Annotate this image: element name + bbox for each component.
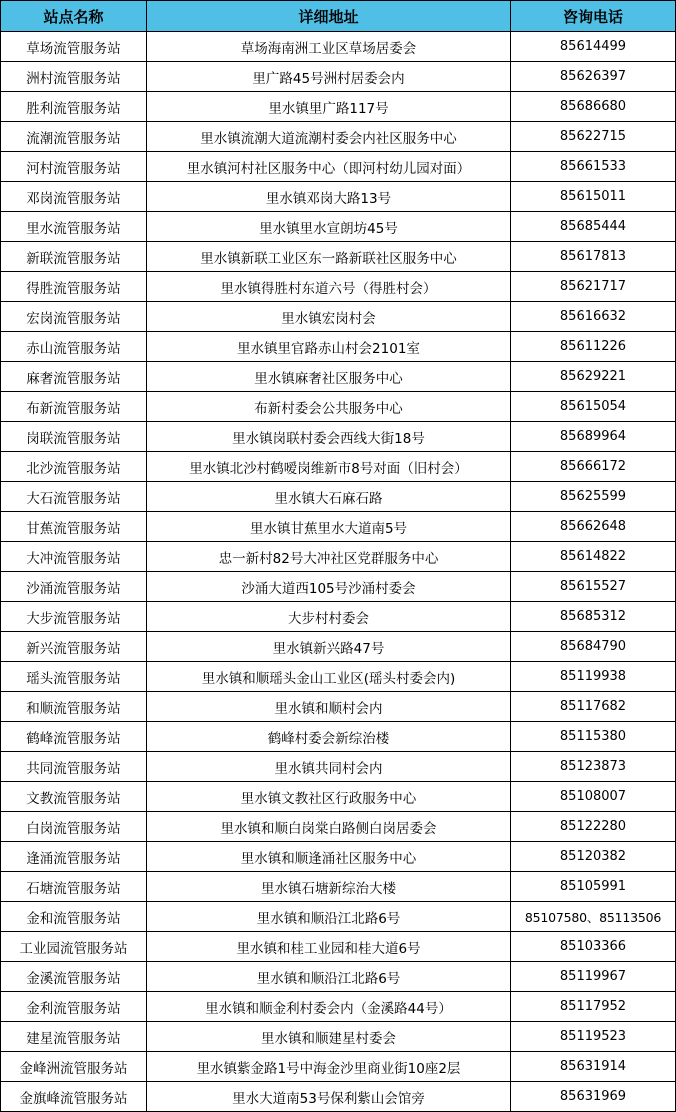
phone-cell: 85625599 — [511, 482, 676, 512]
table-row — [1, 872, 676, 902]
table-row — [1, 392, 676, 422]
address-cell: 里水镇新联工业区东一路新联社区服务中心 — [147, 242, 511, 272]
address-cell: 里水镇和顺白岗棠白路侧白岗居委会 — [147, 812, 511, 842]
address-cell: 里水镇里官路赤山村会2101室 — [147, 332, 511, 362]
station-name-cell: 麻奢流管服务站 — [1, 362, 147, 392]
table-row — [1, 542, 676, 572]
address-cell: 里广路45号洲村居委会内 — [147, 62, 511, 92]
address-cell: 里水大道南53号保利紫山会馆旁 — [147, 1082, 511, 1112]
station-name-cell: 逢涌流管服务站 — [1, 842, 147, 872]
table-row — [1, 32, 676, 62]
table-row — [1, 362, 676, 392]
table-row — [1, 482, 676, 512]
phone-cell: 85107580、85113506 — [511, 902, 676, 932]
table-row — [1, 992, 676, 1022]
address-cell: 里水镇紫金路1号中海金沙里商业街10座2层 — [147, 1052, 511, 1082]
table-row — [1, 422, 676, 452]
station-name-cell: 金旗峰流管服务站 — [1, 1082, 147, 1112]
table-row — [1, 902, 676, 932]
address-cell: 里水镇里广路117号 — [147, 92, 511, 122]
station-name-cell: 金利流管服务站 — [1, 992, 147, 1022]
phone-cell: 85662648 — [511, 512, 676, 542]
phone-cell: 85122280 — [511, 812, 676, 842]
address-cell: 里水镇石塘新综治大楼 — [147, 872, 511, 902]
header-phone: 咨询电话 — [511, 1, 676, 32]
address-cell: 里水镇流潮大道流潮村委会内社区服务中心 — [147, 122, 511, 152]
station-name-cell: 洲村流管服务站 — [1, 62, 147, 92]
station-name-cell: 宏岗流管服务站 — [1, 302, 147, 332]
address-cell: 里水镇和桂工业园和桂大道6号 — [147, 932, 511, 962]
phone-cell: 85119938 — [511, 662, 676, 692]
table-row — [1, 302, 676, 332]
phone-cell: 85661533 — [511, 152, 676, 182]
address-cell: 里水镇和顺建星村委会 — [147, 1022, 511, 1052]
address-cell: 里水镇和顺逢涌社区服务中心 — [147, 842, 511, 872]
phone-cell: 85119523 — [511, 1022, 676, 1052]
address-cell: 里水镇河村社区服务中心（即河村幼儿园对面） — [147, 152, 511, 182]
address-cell: 草场海南洲工业区草场居委会 — [147, 32, 511, 62]
station-name-cell: 白岗流管服务站 — [1, 812, 147, 842]
header-address: 详细地址 — [147, 1, 511, 32]
address-cell: 大步村村委会 — [147, 602, 511, 632]
station-name-cell: 新联流管服务站 — [1, 242, 147, 272]
station-name-cell: 文教流管服务站 — [1, 782, 147, 812]
address-cell: 里水镇宏岗村会 — [147, 302, 511, 332]
address-cell: 里水镇得胜村东道六号（得胜村会） — [147, 272, 511, 302]
station-name-cell: 赤山流管服务站 — [1, 332, 147, 362]
table-row — [1, 212, 676, 242]
phone-cell: 85629221 — [511, 362, 676, 392]
address-cell: 里水镇大石麻石路 — [147, 482, 511, 512]
address-cell: 忠一新村82号大冲社区党群服务中心 — [147, 542, 511, 572]
phone-cell: 85615527 — [511, 572, 676, 602]
station-name-cell: 金峰洲流管服务站 — [1, 1052, 147, 1082]
header-station-name: 站点名称 — [1, 1, 147, 32]
station-name-cell: 北沙流管服务站 — [1, 452, 147, 482]
station-name-cell: 瑶头流管服务站 — [1, 662, 147, 692]
station-name-cell: 岗联流管服务站 — [1, 422, 147, 452]
table-row — [1, 242, 676, 272]
phone-cell: 85105991 — [511, 872, 676, 902]
phone-cell: 85615011 — [511, 182, 676, 212]
phone-cell: 85103366 — [511, 932, 676, 962]
phone-cell: 85622715 — [511, 122, 676, 152]
phone-cell: 85689964 — [511, 422, 676, 452]
address-cell: 里水镇和顺村会内 — [147, 692, 511, 722]
table-row — [1, 692, 676, 722]
station-name-cell: 河村流管服务站 — [1, 152, 147, 182]
station-name-cell: 里水流管服务站 — [1, 212, 147, 242]
phone-cell: 85117952 — [511, 992, 676, 1022]
table-row — [1, 1052, 676, 1082]
station-name-cell: 胜利流管服务站 — [1, 92, 147, 122]
address-cell: 里水镇邓岗大路13号 — [147, 182, 511, 212]
table-body — [1, 32, 676, 1112]
phone-cell: 85616632 — [511, 302, 676, 332]
station-name-cell: 流潮流管服务站 — [1, 122, 147, 152]
station-name-cell: 沙涌流管服务站 — [1, 572, 147, 602]
address-cell: 沙涌大道西105号沙涌村委会 — [147, 572, 511, 602]
station-name-cell: 金溪流管服务站 — [1, 962, 147, 992]
station-name-cell: 布新流管服务站 — [1, 392, 147, 422]
table-row — [1, 272, 676, 302]
phone-cell: 85614499 — [511, 32, 676, 62]
phone-cell: 85684790 — [511, 632, 676, 662]
table-row — [1, 62, 676, 92]
station-name-cell: 大冲流管服务站 — [1, 542, 147, 572]
table-row — [1, 1022, 676, 1052]
station-name-cell: 邓岗流管服务站 — [1, 182, 147, 212]
phone-cell: 85631914 — [511, 1052, 676, 1082]
station-name-cell: 草场流管服务站 — [1, 32, 147, 62]
table-row — [1, 92, 676, 122]
address-cell: 里水镇麻奢社区服务中心 — [147, 362, 511, 392]
phone-cell: 85631969 — [511, 1082, 676, 1112]
station-name-cell: 共同流管服务站 — [1, 752, 147, 782]
phone-cell: 85123873 — [511, 752, 676, 782]
phone-cell: 85685312 — [511, 602, 676, 632]
table-row — [1, 602, 676, 632]
table-row — [1, 332, 676, 362]
station-name-cell: 新兴流管服务站 — [1, 632, 147, 662]
table-row — [1, 722, 676, 752]
table-row — [1, 512, 676, 542]
address-cell: 里水镇岗联村委会西线大街18号 — [147, 422, 511, 452]
station-name-cell: 建星流管服务站 — [1, 1022, 147, 1052]
table-row — [1, 122, 676, 152]
address-cell: 里水镇里水宣朗坊45号 — [147, 212, 511, 242]
table-row — [1, 782, 676, 812]
station-name-cell: 大石流管服务站 — [1, 482, 147, 512]
phone-cell: 85685444 — [511, 212, 676, 242]
station-name-cell: 金和流管服务站 — [1, 902, 147, 932]
phone-cell: 85626397 — [511, 62, 676, 92]
address-cell: 里水镇和顺瑶头金山工业区(瑶头村委会内) — [147, 662, 511, 692]
station-name-cell: 工业园流管服务站 — [1, 932, 147, 962]
phone-cell: 85621717 — [511, 272, 676, 302]
phone-cell: 85617813 — [511, 242, 676, 272]
address-cell: 里水镇文教社区行政服务中心 — [147, 782, 511, 812]
table-row — [1, 842, 676, 872]
address-cell: 里水镇甘蕉里水大道南5号 — [147, 512, 511, 542]
phone-cell: 85666172 — [511, 452, 676, 482]
table-row — [1, 662, 676, 692]
table-row — [1, 752, 676, 782]
phone-cell: 85115380 — [511, 722, 676, 752]
address-cell: 里水镇北沙村鹤嗳岗维新市8号对面（旧村会） — [147, 452, 511, 482]
table-row — [1, 632, 676, 662]
phone-cell: 85119967 — [511, 962, 676, 992]
phone-cell: 85686680 — [511, 92, 676, 122]
address-cell: 鹤峰村委会新综治楼 — [147, 722, 511, 752]
station-name-cell: 得胜流管服务站 — [1, 272, 147, 302]
phone-cell: 85615054 — [511, 392, 676, 422]
table-row — [1, 932, 676, 962]
table-row — [1, 1082, 676, 1112]
header-row — [1, 1, 676, 32]
address-cell: 里水镇和顺沿江北路6号 — [147, 962, 511, 992]
address-cell: 里水镇和顺沿江北路6号 — [147, 902, 511, 932]
address-cell: 布新村委会公共服务中心 — [147, 392, 511, 422]
table-row — [1, 572, 676, 602]
phone-cell: 85108007 — [511, 782, 676, 812]
phone-cell: 85614822 — [511, 542, 676, 572]
address-cell: 里水镇共同村会内 — [147, 752, 511, 782]
table-row — [1, 152, 676, 182]
address-cell: 里水镇新兴路47号 — [147, 632, 511, 662]
phone-cell: 85117682 — [511, 692, 676, 722]
station-name-cell: 大步流管服务站 — [1, 602, 147, 632]
phone-cell: 85611226 — [511, 332, 676, 362]
table-row — [1, 812, 676, 842]
table-row — [1, 962, 676, 992]
address-cell: 里水镇和顺金利村委会内（金溪路44号） — [147, 992, 511, 1022]
station-name-cell: 和顺流管服务站 — [1, 692, 147, 722]
station-name-cell: 石塘流管服务站 — [1, 872, 147, 902]
table-row — [1, 182, 676, 212]
station-name-cell: 鹤峰流管服务站 — [1, 722, 147, 752]
station-name-cell: 甘蕉流管服务站 — [1, 512, 147, 542]
table-row — [1, 452, 676, 482]
phone-cell: 85120382 — [511, 842, 676, 872]
